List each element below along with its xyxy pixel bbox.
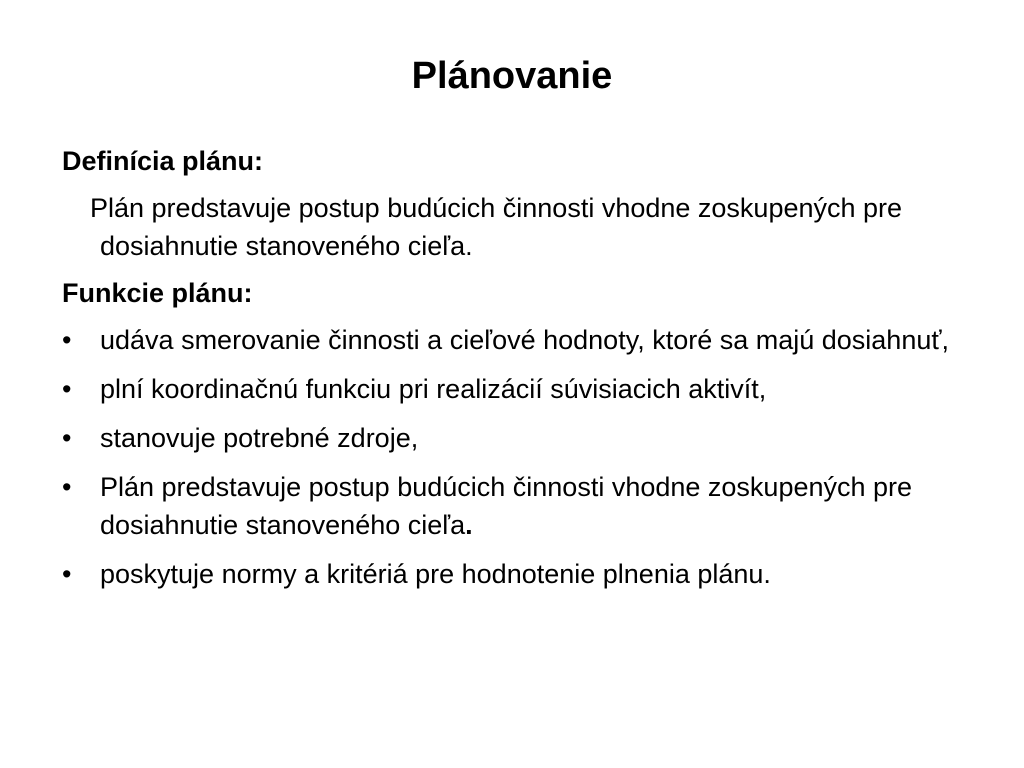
bullet-icon: • — [62, 472, 72, 502]
list-item — [62, 468, 982, 544]
list-item-suffix: . — [465, 510, 473, 540]
list-item-text: Plán predstavuje postup budúcich činnosti vhodne zoskupených pre dosiahnutie stanoveného cieľa — [100, 472, 913, 540]
list-item — [62, 321, 982, 359]
definition-text: Plán predstavuje postup budúcich činnosti vhodne zoskupených pre dosiahnutie stanoveného cieľa. — [90, 193, 903, 261]
bullet-icon: • — [62, 374, 72, 404]
functions-list — [62, 321, 982, 593]
list-item-text: poskytuje normy a kritériá pre hodnotenie plnenia plánu. — [100, 559, 771, 589]
list-item — [62, 555, 982, 593]
list-item-text: plní koordinačnú funkciu pri realizácií súvisiacich aktivít, — [100, 374, 767, 404]
functions-heading: Funkcie plánu: — [62, 278, 253, 308]
list-item-text: udáva smerovanie činnosti a cieľové hodnoty, ktoré sa majú dosiahnuť, — [100, 325, 949, 355]
slide-title: Plánovanie — [411, 55, 613, 97]
slide-content — [62, 142, 982, 604]
list-item — [62, 370, 982, 408]
bullet-icon: • — [62, 325, 72, 355]
bullet-icon: • — [62, 559, 72, 589]
bullet-icon: • — [62, 423, 72, 453]
definition-heading: Definícia plánu: — [62, 146, 264, 176]
list-item-text: stanovuje potrebné zdroje, — [100, 423, 419, 453]
list-item — [62, 419, 982, 457]
